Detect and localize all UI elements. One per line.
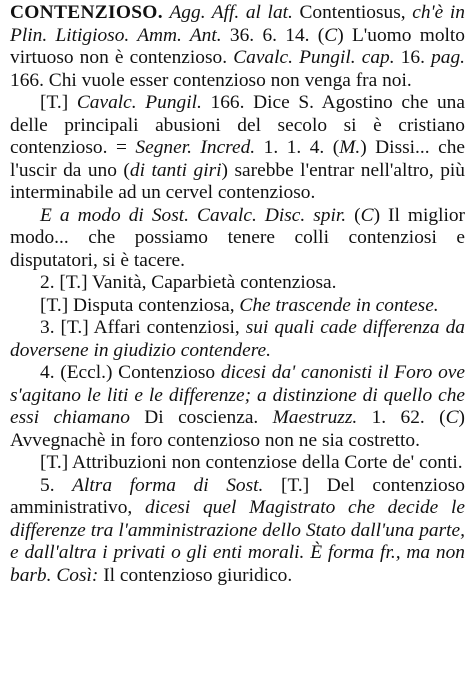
text-run: 5. (40, 474, 73, 496)
text-run: ( (346, 204, 361, 226)
entry-paragraph (10, 295, 465, 318)
italic-text: dicesi quel Magistrato che decide le differenze tra l'amministrazione dello Stato dall'una parte, e dall'altra i privati o gli enti morali. È forma fr., ma non barb. Così: (10, 497, 465, 586)
text-run: ) L'uomo molto virtuoso non è contenzioso. (10, 24, 465, 68)
text-run: 36. 6. 14. ( (221, 24, 325, 46)
text-run: [T.] Attribuzioni non contenziose della Corte de' conti. (40, 452, 463, 473)
text-run: Di coscienza. (129, 407, 273, 428)
italic-text: C (360, 204, 374, 226)
italic-text: Cavalc. Pungil. cap. (233, 47, 395, 68)
text-run: 2. [T.] Vanità, Caparbietà contenziosa. (40, 272, 337, 293)
italic-text: Altra forma di Sost. (72, 474, 264, 496)
italic-text: Maestruzz. (272, 407, 358, 428)
text-run: ) Il miglior modo... che possiamo tenere colli contenziosi e disputatori, si è tacere. (10, 204, 466, 271)
text-run: ) sarebbe l'entrar nell'altro, più interminabile ad un cervel contenzioso. (10, 159, 465, 203)
entry-paragraph (10, 475, 465, 588)
entry-paragraph (10, 452, 465, 475)
text-run: 166. Chi vuole esser contenzioso non venga fra noi. (10, 69, 412, 91)
headword: CONTENZIOSO. (10, 2, 163, 23)
text-run: Contentiosus, (292, 2, 413, 23)
text-run: 3. [T.] Affari contenziosi, (40, 317, 246, 338)
italic-text: sui quali cade differenza da doversene in giudizio contendere. (10, 317, 465, 361)
text-run: [T.] (40, 92, 77, 113)
text-run: [T.] Disputa contenziosa, (40, 294, 240, 316)
italic-text: M. (339, 137, 361, 158)
italic-text: di tanti giri (129, 159, 222, 181)
text-run: ) Dissi... che l'uscir da uno ( (10, 137, 465, 181)
entry-paragraph (10, 272, 465, 295)
entry-paragraph (10, 92, 465, 205)
text-run: Il contenzioso giuridico. (98, 564, 293, 586)
italic-text: C (324, 24, 338, 46)
text-run: ) Avvegnachè in foro contenzioso non ne sia costretto. (10, 407, 465, 451)
entry-paragraph (10, 2, 465, 92)
text-run: 1. 62. ( (357, 407, 446, 428)
text-run: 166. Dice S. Agostino che una delle principali abusioni del secolo si è cristiano contenzioso. = (10, 92, 465, 158)
italic-text: pag. (431, 47, 465, 68)
italic-text: Cavalc. Pungil. (76, 92, 202, 113)
italic-text: Segner. Incred. (135, 137, 256, 158)
entry-paragraph (10, 317, 465, 362)
entry-paragraph (10, 362, 465, 452)
italic-text: C (445, 407, 459, 428)
italic-text: Agg. Aff. al lat. (169, 2, 293, 23)
text-run: 16. (394, 47, 432, 68)
entry-paragraph (10, 205, 465, 273)
text-run: 4. (Eccl.) Contenzioso (40, 362, 221, 383)
italic-text: E a modo di Sost. Cavalc. Disc. spir. (40, 204, 347, 226)
italic-text: ch'è in Plin. Litigioso. Amm. Ant. (10, 2, 465, 46)
italic-text: Che trascende in contese. (239, 294, 439, 316)
text-run: [T.] Del contenzioso amministrativo, (10, 474, 465, 518)
text-run: 1. 1. 4. ( (255, 137, 340, 158)
italic-text: dicesi da' canonisti il Foro ove s'agitano le liti e le differenze; a distinzione di quello che essi chiamano (10, 362, 465, 428)
